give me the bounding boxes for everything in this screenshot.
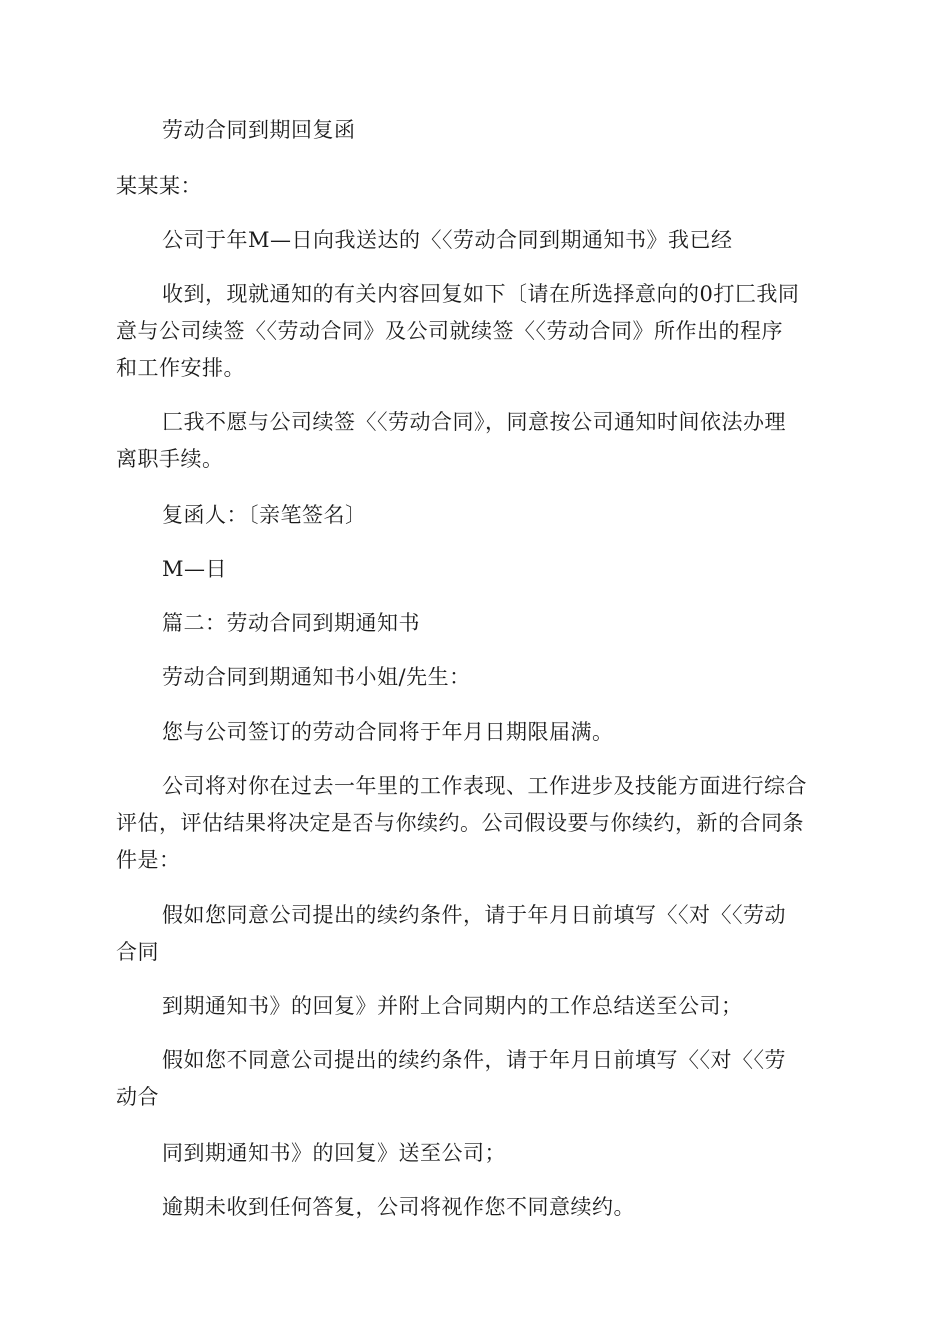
notice-greeting: 劳动合同到期通知书小姐/先生： [162, 665, 471, 689]
notice-line: 您与公司签订的劳动合同将于年月日期限届满。 [162, 720, 614, 744]
signer-line: 复函人：〔亲笔签名〕 [162, 503, 367, 527]
notice-eval-line: 评估，评估结果将决定是否与你续约。公司假设要与你续约，新的合同条 [116, 811, 804, 835]
reply-body-line: 和工作安排。 [116, 356, 245, 380]
notice-eval-line: 公司将对你在过去一年里的工作表现、工作进步及技能方面进行综合 [162, 774, 807, 798]
disagree-line: 同到期通知书》的回复》送至公司； [162, 1141, 506, 1165]
reply-body-line: 收到，现就通知的有关内容回复如下〔请在所选择意向的0打匚我同 [162, 282, 800, 306]
disagree-line: 假如您不同意公司提出的续约条件，请于年月日前填写〈〈对〈〈劳 [162, 1048, 786, 1072]
notice-eval-line: 件是： [116, 848, 181, 872]
document-title: 劳动合同到期回复函 [162, 118, 356, 142]
salutation: 某某某： [116, 174, 202, 198]
reply-body-line: 意与公司续签〈〈劳动合同》及公司就续签〈〈劳动合同》所作出的程序 [116, 319, 783, 343]
agree-line: 合同 [116, 940, 159, 964]
disagree-line: 动合 [116, 1085, 159, 1109]
option-decline-line: 匚我不愿与公司续签〈〈劳动合同》，同意按公司通知时间依法办理 [162, 410, 786, 434]
reply-intro: 公司于年M—日向我送达的〈〈劳动合同到期通知书》我已经 [162, 228, 733, 252]
section-heading: 篇二：劳动合同到期通知书 [162, 611, 420, 635]
date-line: M—日 [162, 557, 228, 581]
agree-line: 到期通知书》的回复》并附上合同期内的工作总结送至公司； [162, 994, 743, 1018]
overdue-line: 逾期未收到任何答复，公司将视作您不同意续约。 [162, 1195, 635, 1219]
agree-line: 假如您同意公司提出的续约条件，请于年月日前填写〈〈对〈〈劳动 [162, 903, 786, 927]
option-decline-line: 离职手续。 [116, 447, 224, 471]
